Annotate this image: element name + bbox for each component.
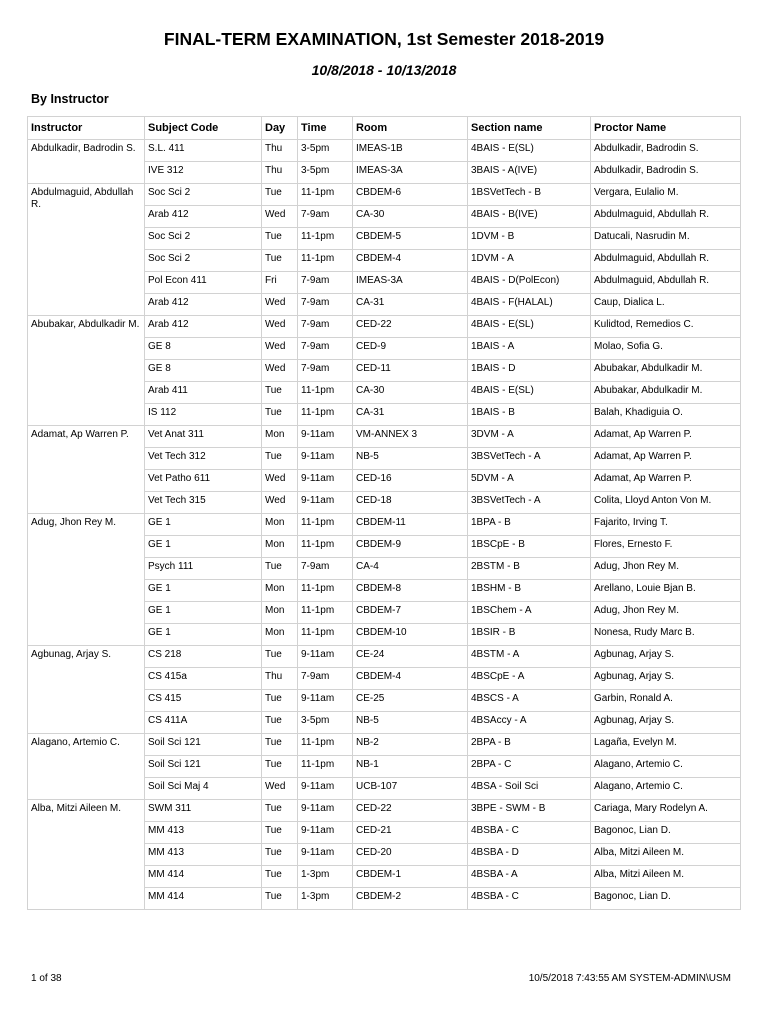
subject-code-cell: Pol Econ 411 bbox=[145, 272, 262, 294]
proctor-name-cell: Fajarito, Irving T. bbox=[591, 514, 741, 536]
subject-code-cell: GE 1 bbox=[145, 580, 262, 602]
subject-code-cell: GE 1 bbox=[145, 536, 262, 558]
table-row bbox=[28, 514, 741, 536]
instructor-cell: Alagano, Artemio C. bbox=[28, 734, 145, 800]
room-cell: CBDEM-11 bbox=[353, 514, 468, 536]
table-row bbox=[28, 734, 741, 756]
proctor-name-cell: Alba, Mitzi Aileen M. bbox=[591, 844, 741, 866]
section-name-cell: 4BSBA - D bbox=[468, 844, 591, 866]
schedule-body bbox=[28, 140, 741, 910]
time-cell: 11-1pm bbox=[298, 228, 353, 250]
instructor-cell: Abubakar, Abdulkadir M. bbox=[28, 316, 145, 426]
section-name-cell: 1BAIS - D bbox=[468, 360, 591, 382]
day-cell: Tue bbox=[262, 756, 298, 778]
day-cell: Mon bbox=[262, 602, 298, 624]
time-cell: 7-9am bbox=[298, 558, 353, 580]
table-row bbox=[28, 184, 741, 206]
time-cell: 9-11am bbox=[298, 690, 353, 712]
day-cell: Thu bbox=[262, 162, 298, 184]
instructor-cell: Abdulmaguid, Abdullah R. bbox=[28, 184, 145, 316]
room-cell: CBDEM-1 bbox=[353, 866, 468, 888]
room-cell: CED-22 bbox=[353, 316, 468, 338]
section-name-cell: 1BAIS - B bbox=[468, 404, 591, 426]
time-cell: 11-1pm bbox=[298, 756, 353, 778]
time-cell: 1-3pm bbox=[298, 888, 353, 910]
schedule-table bbox=[27, 116, 741, 910]
proctor-name-cell: Agbunag, Arjay S. bbox=[591, 712, 741, 734]
day-cell: Tue bbox=[262, 844, 298, 866]
proctor-name-cell: Abdulkadir, Badrodin S. bbox=[591, 140, 741, 162]
subject-code-cell: Vet Tech 315 bbox=[145, 492, 262, 514]
section-name-cell: 1DVM - A bbox=[468, 250, 591, 272]
section-name-cell: 4BSAccy - A bbox=[468, 712, 591, 734]
proctor-name-cell: Caup, Dialica L. bbox=[591, 294, 741, 316]
col-header-day: Day bbox=[262, 117, 298, 140]
proctor-name-cell: Adamat, Ap Warren P. bbox=[591, 470, 741, 492]
proctor-name-cell: Lagaña, Evelyn M. bbox=[591, 734, 741, 756]
section-name-cell: 1BSVetTech - B bbox=[468, 184, 591, 206]
proctor-name-cell: Cariaga, Mary Rodelyn A. bbox=[591, 800, 741, 822]
section-name-cell: 1BAIS - A bbox=[468, 338, 591, 360]
proctor-name-cell: Abubakar, Abdulkadir M. bbox=[591, 360, 741, 382]
room-cell: CE-25 bbox=[353, 690, 468, 712]
instructor-cell: Adug, Jhon Rey M. bbox=[28, 514, 145, 646]
room-cell: CA-30 bbox=[353, 382, 468, 404]
proctor-name-cell: Arellano, Louie Bjan B. bbox=[591, 580, 741, 602]
proctor-name-cell: Kulidtod, Remedios C. bbox=[591, 316, 741, 338]
section-name-cell: 5DVM - A bbox=[468, 470, 591, 492]
day-cell: Tue bbox=[262, 822, 298, 844]
proctor-name-cell: Adug, Jhon Rey M. bbox=[591, 602, 741, 624]
time-cell: 11-1pm bbox=[298, 734, 353, 756]
subject-code-cell: Soc Sci 2 bbox=[145, 250, 262, 272]
subject-code-cell: MM 414 bbox=[145, 888, 262, 910]
day-cell: Tue bbox=[262, 866, 298, 888]
room-cell: CA-31 bbox=[353, 294, 468, 316]
subject-code-cell: MM 413 bbox=[145, 822, 262, 844]
proctor-name-cell: Nonesa, Rudy Marc B. bbox=[591, 624, 741, 646]
day-cell: Tue bbox=[262, 382, 298, 404]
room-cell: CED-16 bbox=[353, 470, 468, 492]
proctor-name-cell: Adug, Jhon Rey M. bbox=[591, 558, 741, 580]
day-cell: Tue bbox=[262, 448, 298, 470]
day-cell: Wed bbox=[262, 316, 298, 338]
room-cell: IMEAS-3A bbox=[353, 162, 468, 184]
proctor-name-cell: Abdulmaguid, Abdullah R. bbox=[591, 250, 741, 272]
time-cell: 11-1pm bbox=[298, 602, 353, 624]
section-name-cell: 1BSCpE - B bbox=[468, 536, 591, 558]
subject-code-cell: CS 218 bbox=[145, 646, 262, 668]
subject-code-cell: MM 413 bbox=[145, 844, 262, 866]
subject-code-cell: GE 1 bbox=[145, 624, 262, 646]
proctor-name-cell: Garbin, Ronald A. bbox=[591, 690, 741, 712]
time-cell: 7-9am bbox=[298, 316, 353, 338]
room-cell: CE-24 bbox=[353, 646, 468, 668]
room-cell: CBDEM-2 bbox=[353, 888, 468, 910]
subject-code-cell: Vet Tech 312 bbox=[145, 448, 262, 470]
room-cell: NB-5 bbox=[353, 712, 468, 734]
section-name-cell: 1BSChem - A bbox=[468, 602, 591, 624]
section-name-cell: 1BSIR - B bbox=[468, 624, 591, 646]
room-cell: CBDEM-6 bbox=[353, 184, 468, 206]
subject-code-cell: Arab 412 bbox=[145, 316, 262, 338]
section-name-cell: 3BSVetTech - A bbox=[468, 492, 591, 514]
day-cell: Tue bbox=[262, 558, 298, 580]
subject-code-cell: CS 415 bbox=[145, 690, 262, 712]
col-header-room: Room bbox=[353, 117, 468, 140]
subject-code-cell: Vet Patho 611 bbox=[145, 470, 262, 492]
room-cell: CED-20 bbox=[353, 844, 468, 866]
section-name-cell: 3BPE - SWM - B bbox=[468, 800, 591, 822]
section-name-cell: 4BSTM - A bbox=[468, 646, 591, 668]
section-name-cell: 2BSTM - B bbox=[468, 558, 591, 580]
room-cell: NB-5 bbox=[353, 448, 468, 470]
proctor-name-cell: Abdulkadir, Badrodin S. bbox=[591, 162, 741, 184]
subject-code-cell: Vet Anat 311 bbox=[145, 426, 262, 448]
instructor-cell: Alba, Mitzi Aileen M. bbox=[28, 800, 145, 910]
group-label: By Instructor bbox=[31, 92, 109, 106]
subject-code-cell: CS 415a bbox=[145, 668, 262, 690]
section-name-cell: 1BPA - B bbox=[468, 514, 591, 536]
time-cell: 11-1pm bbox=[298, 514, 353, 536]
subject-code-cell: S.L. 411 bbox=[145, 140, 262, 162]
proctor-name-cell: Adamat, Ap Warren P. bbox=[591, 448, 741, 470]
time-cell: 9-11am bbox=[298, 778, 353, 800]
section-name-cell: 3BSVetTech - A bbox=[468, 448, 591, 470]
day-cell: Tue bbox=[262, 646, 298, 668]
col-header-proctor-name: Proctor Name bbox=[591, 117, 741, 140]
time-cell: 11-1pm bbox=[298, 382, 353, 404]
time-cell: 9-11am bbox=[298, 426, 353, 448]
day-cell: Wed bbox=[262, 294, 298, 316]
table-row bbox=[28, 426, 741, 448]
room-cell: CBDEM-8 bbox=[353, 580, 468, 602]
subject-code-cell: IS 112 bbox=[145, 404, 262, 426]
subject-code-cell: MM 414 bbox=[145, 866, 262, 888]
document-title: FINAL-TERM EXAMINATION, 1st Semester 2018-2019 bbox=[163, 29, 605, 49]
subject-code-cell: Arab 411 bbox=[145, 382, 262, 404]
room-cell: CBDEM-5 bbox=[353, 228, 468, 250]
day-cell: Mon bbox=[262, 580, 298, 602]
proctor-name-cell: Molao, Sofia G. bbox=[591, 338, 741, 360]
day-cell: Tue bbox=[262, 250, 298, 272]
time-cell: 9-11am bbox=[298, 844, 353, 866]
instructor-cell: Agbunag, Arjay S. bbox=[28, 646, 145, 734]
proctor-name-cell: Agbunag, Arjay S. bbox=[591, 646, 741, 668]
proctor-name-cell: Agbunag, Arjay S. bbox=[591, 668, 741, 690]
section-name-cell: 1DVM - B bbox=[468, 228, 591, 250]
day-cell: Tue bbox=[262, 800, 298, 822]
proctor-name-cell: Colita, Lloyd Anton Von M. bbox=[591, 492, 741, 514]
room-cell: CBDEM-9 bbox=[353, 536, 468, 558]
proctor-name-cell: Bagonoc, Lian D. bbox=[591, 822, 741, 844]
section-name-cell: 3BAIS - A(IVE) bbox=[468, 162, 591, 184]
subject-code-cell: GE 8 bbox=[145, 360, 262, 382]
time-cell: 11-1pm bbox=[298, 624, 353, 646]
day-cell: Tue bbox=[262, 690, 298, 712]
proctor-name-cell: Abdulmaguid, Abdullah R. bbox=[591, 206, 741, 228]
proctor-name-cell: Bagonoc, Lian D. bbox=[591, 888, 741, 910]
room-cell: CA-30 bbox=[353, 206, 468, 228]
day-cell: Mon bbox=[262, 514, 298, 536]
col-header-subject-code: Subject Code bbox=[145, 117, 262, 140]
time-cell: 3-5pm bbox=[298, 712, 353, 734]
section-name-cell: 4BSBA - C bbox=[468, 888, 591, 910]
room-cell: IMEAS-3A bbox=[353, 272, 468, 294]
subject-code-cell: Arab 412 bbox=[145, 294, 262, 316]
time-cell: 3-5pm bbox=[298, 140, 353, 162]
day-cell: Tue bbox=[262, 184, 298, 206]
proctor-name-cell: Alagano, Artemio C. bbox=[591, 778, 741, 800]
section-name-cell: 4BSBA - C bbox=[468, 822, 591, 844]
day-cell: Tue bbox=[262, 712, 298, 734]
time-cell: 7-9am bbox=[298, 272, 353, 294]
room-cell: CED-18 bbox=[353, 492, 468, 514]
time-cell: 9-11am bbox=[298, 448, 353, 470]
day-cell: Mon bbox=[262, 426, 298, 448]
room-cell: CED-9 bbox=[353, 338, 468, 360]
room-cell: CED-22 bbox=[353, 800, 468, 822]
proctor-name-cell: Adamat, Ap Warren P. bbox=[591, 426, 741, 448]
section-name-cell: 2BPA - B bbox=[468, 734, 591, 756]
section-name-cell: 3DVM - A bbox=[468, 426, 591, 448]
time-cell: 9-11am bbox=[298, 646, 353, 668]
room-cell: IMEAS-1B bbox=[353, 140, 468, 162]
time-cell: 7-9am bbox=[298, 338, 353, 360]
room-cell: NB-1 bbox=[353, 756, 468, 778]
page-number: 1 of 38 bbox=[31, 973, 62, 984]
section-name-cell: 2BPA - C bbox=[468, 756, 591, 778]
section-name-cell: 4BSCpE - A bbox=[468, 668, 591, 690]
day-cell: Tue bbox=[262, 228, 298, 250]
subject-code-cell: Psych 111 bbox=[145, 558, 262, 580]
day-cell: Wed bbox=[262, 360, 298, 382]
proctor-name-cell: Abubakar, Abdulkadir M. bbox=[591, 382, 741, 404]
table-row bbox=[28, 646, 741, 668]
subject-code-cell: Soc Sci 2 bbox=[145, 228, 262, 250]
day-cell: Wed bbox=[262, 492, 298, 514]
subject-code-cell: Arab 412 bbox=[145, 206, 262, 228]
subject-code-cell: GE 1 bbox=[145, 514, 262, 536]
subject-code-cell: GE 1 bbox=[145, 602, 262, 624]
time-cell: 7-9am bbox=[298, 668, 353, 690]
time-cell: 11-1pm bbox=[298, 184, 353, 206]
print-timestamp: 10/5/2018 7:43:55 AM SYSTEM-ADMIN\USM bbox=[528, 973, 731, 984]
col-header-section-name: Section name bbox=[468, 117, 591, 140]
section-name-cell: 1BSHM - B bbox=[468, 580, 591, 602]
time-cell: 11-1pm bbox=[298, 250, 353, 272]
time-cell: 9-11am bbox=[298, 822, 353, 844]
col-header-time: Time bbox=[298, 117, 353, 140]
proctor-name-cell: Alba, Mitzi Aileen M. bbox=[591, 866, 741, 888]
subject-code-cell: GE 8 bbox=[145, 338, 262, 360]
table-row bbox=[28, 316, 741, 338]
day-cell: Fri bbox=[262, 272, 298, 294]
time-cell: 7-9am bbox=[298, 294, 353, 316]
proctor-name-cell: Datucali, Nasrudin M. bbox=[591, 228, 741, 250]
subject-code-cell: Soil Sci 121 bbox=[145, 756, 262, 778]
col-header-instructor: Instructor bbox=[28, 117, 145, 140]
room-cell: CBDEM-4 bbox=[353, 668, 468, 690]
time-cell: 3-5pm bbox=[298, 162, 353, 184]
proctor-name-cell: Balah, Khadiguia O. bbox=[591, 404, 741, 426]
instructor-cell: Abdulkadir, Badrodin S. bbox=[28, 140, 145, 184]
room-cell: CED-11 bbox=[353, 360, 468, 382]
room-cell: CED-21 bbox=[353, 822, 468, 844]
room-cell: VM-ANNEX 3 bbox=[353, 426, 468, 448]
day-cell: Wed bbox=[262, 206, 298, 228]
day-cell: Wed bbox=[262, 778, 298, 800]
time-cell: 11-1pm bbox=[298, 404, 353, 426]
section-name-cell: 4BAIS - E(SL) bbox=[468, 316, 591, 338]
room-cell: CA-31 bbox=[353, 404, 468, 426]
day-cell: Tue bbox=[262, 404, 298, 426]
day-cell: Mon bbox=[262, 536, 298, 558]
section-name-cell: 4BAIS - D(PolEcon) bbox=[468, 272, 591, 294]
time-cell: 9-11am bbox=[298, 470, 353, 492]
subject-code-cell: Soil Sci Maj 4 bbox=[145, 778, 262, 800]
day-cell: Tue bbox=[262, 888, 298, 910]
room-cell: NB-2 bbox=[353, 734, 468, 756]
room-cell: UCB-107 bbox=[353, 778, 468, 800]
section-name-cell: 4BAIS - B(IVE) bbox=[468, 206, 591, 228]
subject-code-cell: CS 411A bbox=[145, 712, 262, 734]
proctor-name-cell: Flores, Ernesto F. bbox=[591, 536, 741, 558]
proctor-name-cell: Vergara, Eulalio M. bbox=[591, 184, 741, 206]
day-cell: Wed bbox=[262, 338, 298, 360]
time-cell: 7-9am bbox=[298, 360, 353, 382]
day-cell: Tue bbox=[262, 734, 298, 756]
subject-code-cell: SWM 311 bbox=[145, 800, 262, 822]
table-row bbox=[28, 800, 741, 822]
section-name-cell: 4BSBA - A bbox=[468, 866, 591, 888]
subject-code-cell: IVE 312 bbox=[145, 162, 262, 184]
proctor-name-cell: Abdulmaguid, Abdullah R. bbox=[591, 272, 741, 294]
day-cell: Thu bbox=[262, 140, 298, 162]
time-cell: 11-1pm bbox=[298, 580, 353, 602]
section-name-cell: 4BAIS - E(SL) bbox=[468, 382, 591, 404]
time-cell: 7-9am bbox=[298, 206, 353, 228]
time-cell: 9-11am bbox=[298, 800, 353, 822]
time-cell: 1-3pm bbox=[298, 866, 353, 888]
table-row bbox=[28, 140, 741, 162]
room-cell: CBDEM-4 bbox=[353, 250, 468, 272]
instructor-cell: Adamat, Ap Warren P. bbox=[28, 426, 145, 514]
day-cell: Thu bbox=[262, 668, 298, 690]
subject-code-cell: Soil Sci 121 bbox=[145, 734, 262, 756]
day-cell: Wed bbox=[262, 470, 298, 492]
room-cell: CA-4 bbox=[353, 558, 468, 580]
day-cell: Mon bbox=[262, 624, 298, 646]
exam-dates: 10/8/2018 - 10/13/2018 bbox=[311, 62, 457, 78]
time-cell: 9-11am bbox=[298, 492, 353, 514]
section-name-cell: 4BSCS - A bbox=[468, 690, 591, 712]
time-cell: 11-1pm bbox=[298, 536, 353, 558]
subject-code-cell: Soc Sci 2 bbox=[145, 184, 262, 206]
header-row bbox=[28, 117, 741, 140]
proctor-name-cell: Alagano, Artemio C. bbox=[591, 756, 741, 778]
section-name-cell: 4BSA - Soil Sci bbox=[468, 778, 591, 800]
room-cell: CBDEM-7 bbox=[353, 602, 468, 624]
section-name-cell: 4BAIS - E(SL) bbox=[468, 140, 591, 162]
section-name-cell: 4BAIS - F(HALAL) bbox=[468, 294, 591, 316]
room-cell: CBDEM-10 bbox=[353, 624, 468, 646]
